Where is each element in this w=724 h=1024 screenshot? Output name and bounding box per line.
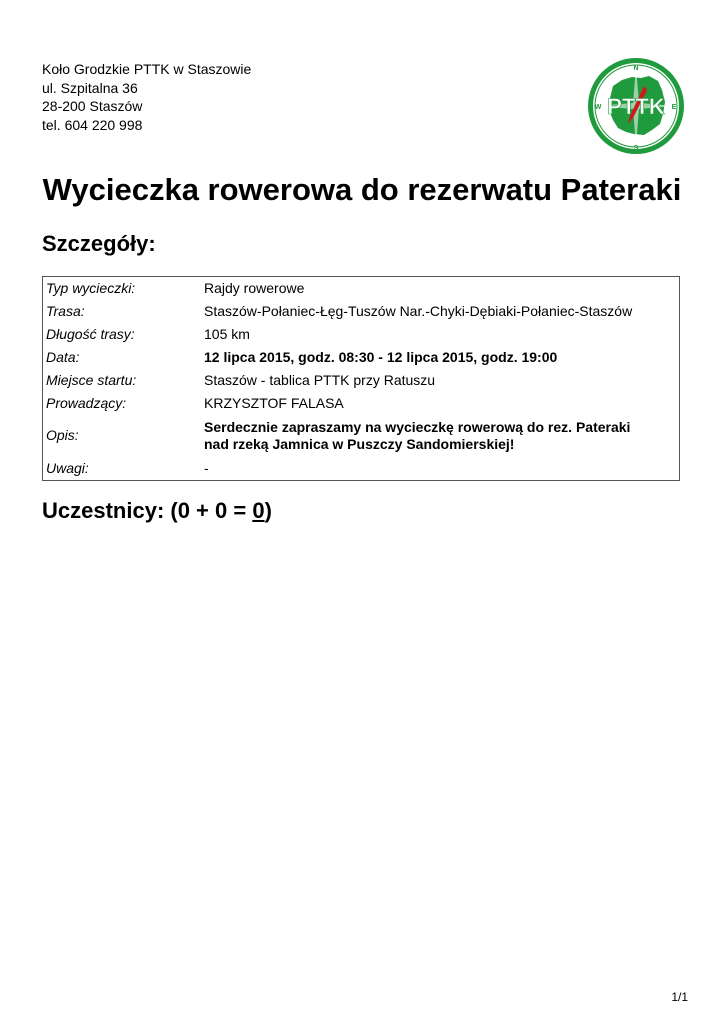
compass-east-letter: E bbox=[671, 104, 677, 111]
date-value: 12 lipca 2015, godz. 08:30 - 12 lipca 2015, godz. 19:00 bbox=[204, 348, 558, 365]
leader-value: KRZYSZTOF FALASA bbox=[204, 394, 344, 411]
participants-heading bbox=[42, 495, 272, 527]
participants-suffix: ) bbox=[264, 498, 272, 523]
trip-type-value: Rajdy rowerowe bbox=[204, 279, 305, 296]
table-row bbox=[43, 457, 680, 481]
date-label: Data: bbox=[46, 348, 80, 365]
trip-type-label: Typ wycieczki: bbox=[46, 279, 136, 296]
start-place-value: Staszów - tablica PTTK przy Ratuszu bbox=[204, 371, 436, 388]
logo-text: PTTK bbox=[607, 94, 665, 119]
details-heading: Szczegóły: bbox=[42, 231, 156, 256]
page-number: 1/1 bbox=[671, 990, 688, 1004]
notes-value: - bbox=[204, 459, 209, 476]
org-name: Koło Grodzkie PTTK w Staszowie bbox=[42, 61, 252, 77]
table-row bbox=[43, 415, 680, 457]
description-value bbox=[200, 415, 680, 457]
route-length-label: Długość trasy: bbox=[46, 325, 135, 342]
route-label: Trasa: bbox=[46, 302, 85, 319]
trip-title: Wycieczka rowerowa do rezerwatu Pateraki bbox=[42, 172, 682, 207]
table-row bbox=[43, 369, 680, 392]
compass-west-letter: W bbox=[594, 104, 602, 111]
participants-prefix: Uczestnicy: (0 + 0 = bbox=[42, 498, 253, 523]
description-line-1: Serdecznie zapraszamy na wycieczkę rowerową do rez. Pateraki bbox=[204, 418, 631, 435]
compass-south-letter: S bbox=[633, 145, 639, 152]
route-length-value: 105 km bbox=[204, 325, 250, 342]
table-row bbox=[43, 346, 680, 369]
description-line-2: nad rzeką Jamnica w Puszczy Sandomierskiej! bbox=[204, 436, 515, 452]
route-value: Staszów-Połaniec-Łęg-Tuszów Nar.-Chyki-Dębiaki-Połaniec-Staszów bbox=[204, 302, 633, 319]
start-place-label: Miejsce startu: bbox=[46, 371, 137, 388]
table-row bbox=[43, 323, 680, 346]
organization-address bbox=[42, 60, 251, 134]
table-row bbox=[43, 392, 680, 415]
description-label: Opis: bbox=[46, 427, 79, 444]
org-phone: tel. 604 220 998 bbox=[42, 116, 143, 133]
org-city: 28-200 Staszów bbox=[42, 98, 143, 114]
leader-label: Prowadzący: bbox=[46, 394, 127, 411]
participants-total: 0 bbox=[252, 498, 265, 523]
compass-north-letter: N bbox=[633, 65, 639, 72]
table-row bbox=[43, 300, 680, 323]
org-street: ul. Szpitalna 36 bbox=[42, 79, 138, 96]
notes-label: Uwagi: bbox=[46, 459, 89, 476]
pttk-logo bbox=[586, 56, 686, 156]
table-row bbox=[43, 277, 680, 301]
trip-details-table bbox=[42, 276, 680, 481]
